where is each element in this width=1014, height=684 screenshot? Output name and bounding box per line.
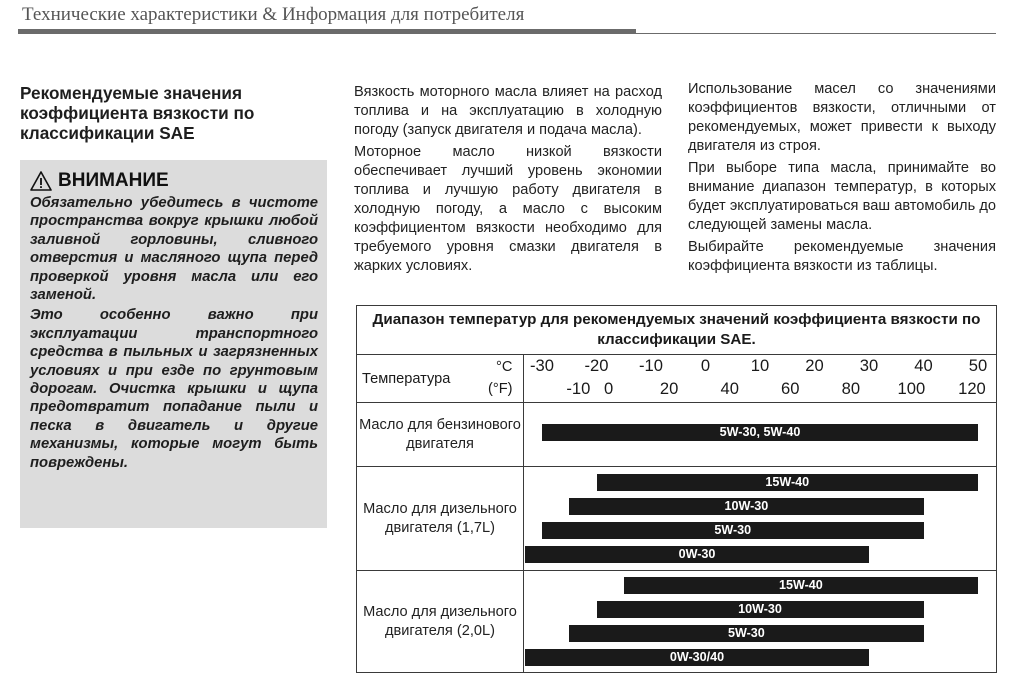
tick-label-c: -30 bbox=[530, 356, 554, 375]
warning-paragraph: Обязательно убедитесь в чистоте пространства вокруг крышки любой заливной горловины, сливного отверстия и масляного щупа перед проверкой уровня масла или его заменой. bbox=[30, 195, 318, 304]
tick-label-f: 100 bbox=[897, 379, 926, 398]
tick-label-f: -10 bbox=[566, 379, 591, 398]
viscosity-chart bbox=[356, 305, 997, 673]
viscosity-bar: 10W-30 bbox=[597, 601, 924, 618]
unit-fahrenheit: (°F) bbox=[488, 381, 513, 397]
tick-label-c: 20 bbox=[805, 356, 824, 375]
viscosity-bar: 5W-30 bbox=[569, 625, 923, 642]
row-label-diesel-1-7: Масло для дизельного двигателя (1,7L) bbox=[357, 467, 524, 570]
tick-label-f: 120 bbox=[958, 379, 986, 398]
text-column-right bbox=[688, 80, 996, 279]
tick-label-c: 0 bbox=[700, 356, 711, 375]
tick-label-f: 20 bbox=[659, 379, 679, 398]
tick-label-c: 30 bbox=[859, 356, 879, 375]
row-label-gasoline: Масло для бензинового двигателя bbox=[357, 403, 524, 466]
viscosity-bar: 5W-30 bbox=[542, 522, 924, 539]
tick-label-c: 10 bbox=[750, 356, 770, 375]
warning-box bbox=[20, 160, 327, 528]
paragraph: Выбирайте рекомендуемые значения коэффициента вязкости из таблицы. bbox=[688, 239, 996, 274]
paragraph: Использование масел со значениями коэффициентов вязкости, отличными от рекомендуемых, может привести к выходу двигателя из строя. bbox=[688, 81, 996, 154]
row-label-diesel-2-0: Масло для дизельного двигателя (2,0L) bbox=[357, 571, 524, 672]
warning-title: ВНИМАНИЕ bbox=[58, 170, 169, 191]
tick-label-f: 40 bbox=[720, 379, 739, 398]
header-rule bbox=[18, 29, 636, 34]
tick-label-f: 80 bbox=[841, 379, 861, 398]
viscosity-bar: 15W-40 bbox=[597, 474, 979, 491]
tick-label-f: 0 bbox=[603, 379, 614, 398]
tick-label-c: -20 bbox=[584, 356, 609, 375]
page-header-title: Технические характеристики & Информация для потребителя bbox=[22, 4, 525, 25]
paragraph: Моторное масло низкой вязкости обеспечивает лучший уровень экономии топлива и лучшую работу двигателя в холодную погоду, а масло с высоким коэффициентом вязкости необходимо для требуемого уровня смазки двигателя в жарких условиях. bbox=[354, 144, 662, 274]
tick-label-c: -10 bbox=[639, 356, 663, 375]
paragraph: Вязкость моторного масла влияет на расход топлива и на эксплуатацию в холодную погоду (запуск двигателя и подача масла). bbox=[354, 84, 662, 138]
unit-celsius: °C bbox=[496, 359, 513, 375]
viscosity-bar: 5W-30, 5W-40 bbox=[542, 424, 978, 441]
viscosity-bar: 15W-40 bbox=[624, 577, 978, 594]
chart-title: Диапазон температур для рекомендуемых значений коэффициента вязкости по классификации SAE. bbox=[357, 306, 996, 355]
viscosity-bar: 0W-30 bbox=[525, 546, 869, 563]
tick-label-f: 60 bbox=[781, 379, 800, 398]
paragraph: При выборе типа масла, принимайте во внимание диапазон температур, в которых будет эксплуатироваться ваш автомобиль до следующей замены масла. bbox=[688, 160, 996, 233]
section-heading: Рекомендуемые значения коэффициента вязкости по классификации SAE bbox=[20, 83, 255, 143]
warning-header bbox=[30, 168, 318, 194]
warning-triangle-icon bbox=[30, 171, 52, 191]
warning-paragraph: Это особенно важно при эксплуатации транспортного средства в пыльных и загрязненных условиях и при езде по грунтовым дорогам. Очистка крышки и щупа предотвратит попадание пыли и песка в двигатель и другие механизмы, которые могут быть повреждены. bbox=[30, 307, 318, 471]
tick-label-c: 40 bbox=[914, 356, 933, 375]
header-rule-thin bbox=[636, 33, 996, 34]
tick-label-c: 50 bbox=[968, 356, 988, 375]
viscosity-bar: 10W-30 bbox=[569, 498, 923, 515]
text-column-middle bbox=[354, 83, 662, 279]
temperature-label: Температура bbox=[362, 371, 451, 387]
viscosity-bar: 0W-30/40 bbox=[525, 649, 869, 666]
